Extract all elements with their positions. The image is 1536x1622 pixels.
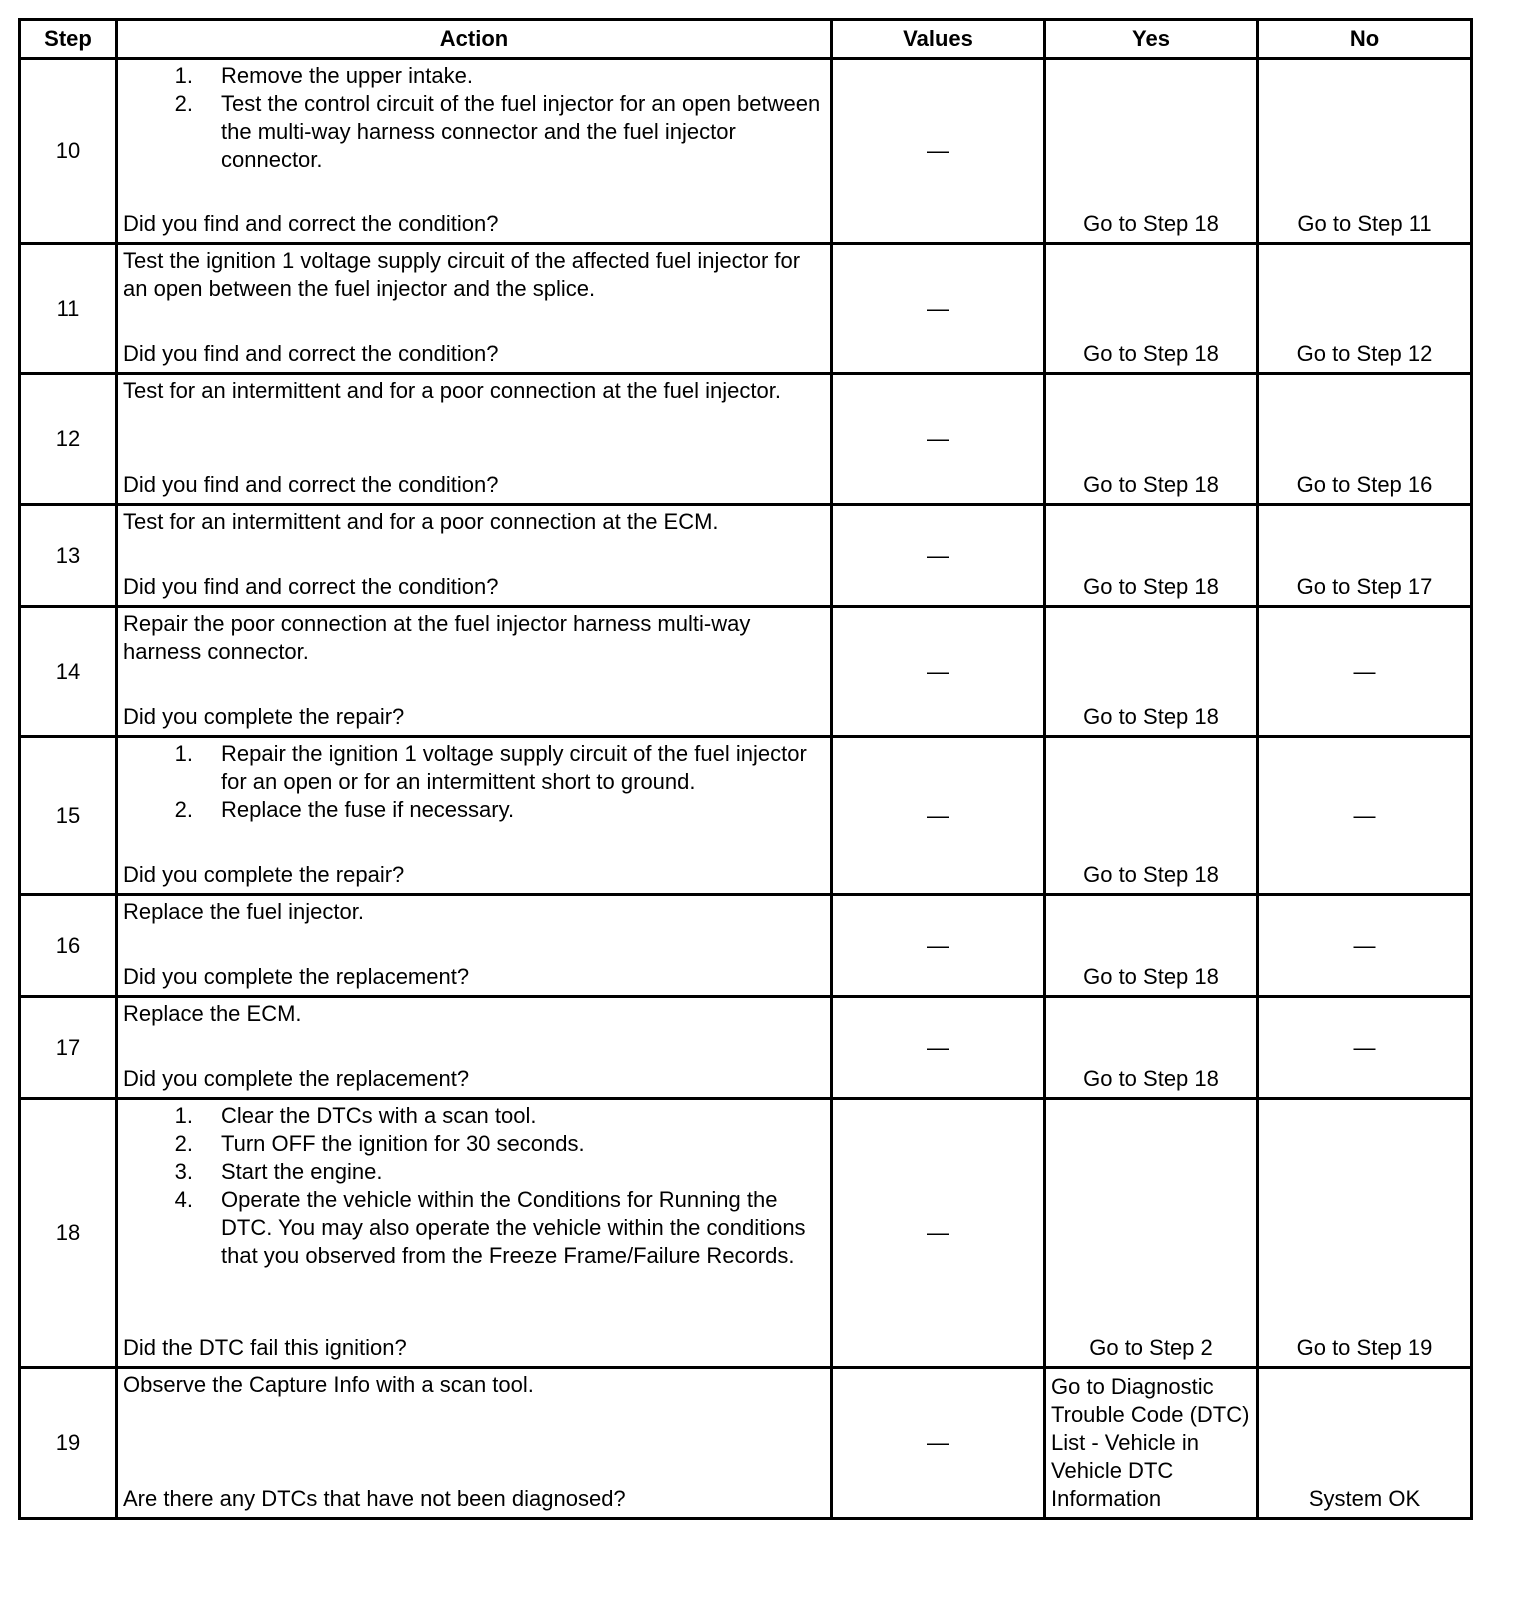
action-text: Replace the ECM.	[123, 1001, 302, 1026]
header-yes: Yes	[1045, 20, 1258, 59]
table-row	[20, 607, 1472, 737]
no-cell: —	[1258, 737, 1472, 895]
action-text: Repair the poor connection at the fuel injector harness multi-way harness connector.	[123, 611, 751, 664]
table-row	[20, 59, 1472, 244]
action-instructions	[123, 1102, 826, 1270]
step-number: 12	[20, 374, 117, 505]
yes-cell: Go to Step 18	[1045, 59, 1258, 244]
list-item	[123, 796, 826, 824]
values-cell: —	[832, 1368, 1045, 1519]
step-number: 14	[20, 607, 117, 737]
list-number: 2.	[174, 91, 193, 116]
action-content	[118, 375, 830, 503]
action-question: Did the DTC fail this ignition?	[123, 1335, 407, 1360]
yes-cell: Go to Diagnostic Trouble Code (DTC) List - Vehicle in Vehicle DTC Information	[1045, 1368, 1258, 1519]
table-row	[20, 997, 1472, 1099]
action-content	[118, 998, 830, 1097]
step-number: 15	[20, 737, 117, 895]
action-question: Did you complete the replacement?	[123, 964, 470, 989]
action-cell	[117, 997, 832, 1099]
table-row	[20, 895, 1472, 997]
action-instructions	[123, 898, 826, 926]
step-number: 10	[20, 59, 117, 244]
list-text: Remove the upper intake.	[221, 63, 473, 88]
list-text: Repair the ignition 1 voltage supply circuit of the fuel injector for an open or for an intermittent short to ground.	[221, 741, 807, 794]
values-cell: —	[832, 59, 1045, 244]
action-instructions	[123, 377, 826, 405]
list-item	[123, 90, 826, 174]
action-instructions	[123, 1371, 826, 1399]
table-row	[20, 737, 1472, 895]
list-number: 1.	[174, 1103, 193, 1128]
list-number: 4.	[174, 1187, 193, 1212]
yes-cell: Go to Step 18	[1045, 374, 1258, 505]
values-cell: —	[832, 895, 1045, 997]
action-question: Are there any DTCs that have not been diagnosed?	[123, 1486, 626, 1511]
action-content	[118, 1100, 830, 1366]
list-number: 3.	[174, 1159, 193, 1184]
action-cell	[117, 737, 832, 895]
header-action: Action	[117, 20, 832, 59]
action-question: Did you find and correct the condition?	[123, 472, 499, 497]
step-number: 16	[20, 895, 117, 997]
header-values: Values	[832, 20, 1045, 59]
no-cell: —	[1258, 895, 1472, 997]
action-cell	[117, 505, 832, 607]
diagnostic-table	[18, 18, 1473, 1520]
yes-cell: Go to Step 18	[1045, 505, 1258, 607]
action-content	[118, 896, 830, 995]
action-question: Did you complete the repair?	[123, 862, 405, 887]
step-number: 17	[20, 997, 117, 1099]
action-question: Did you complete the replacement?	[123, 1066, 470, 1091]
list-text: Start the engine.	[221, 1159, 383, 1184]
list-number: 2.	[174, 1131, 193, 1156]
action-content	[118, 608, 830, 735]
yes-cell: Go to Step 18	[1045, 607, 1258, 737]
no-cell: Go to Step 16	[1258, 374, 1472, 505]
list-text: Test the control circuit of the fuel injector for an open between the multi-way harness connector and the fuel injector connector.	[221, 91, 821, 172]
step-number: 18	[20, 1099, 117, 1368]
no-cell: System OK	[1258, 1368, 1472, 1519]
action-cell	[117, 895, 832, 997]
yes-cell: Go to Step 18	[1045, 244, 1258, 374]
no-cell: —	[1258, 997, 1472, 1099]
step-number: 11	[20, 244, 117, 374]
list-item	[123, 1130, 826, 1158]
list-item	[123, 740, 826, 796]
action-question: Did you find and correct the condition?	[123, 211, 499, 236]
no-cell: Go to Step 12	[1258, 244, 1472, 374]
action-content	[118, 1369, 830, 1517]
header-row	[20, 20, 1472, 59]
action-text: Test the ignition 1 voltage supply circuit of the affected fuel injector for an open between the fuel injector and the splice.	[123, 248, 801, 301]
header-no: No	[1258, 20, 1472, 59]
action-question: Did you find and correct the condition?	[123, 341, 499, 366]
no-cell: —	[1258, 607, 1472, 737]
yes-cell: Go to Step 18	[1045, 997, 1258, 1099]
action-cell	[117, 1368, 832, 1519]
action-instructions	[123, 610, 826, 666]
action-cell	[117, 244, 832, 374]
step-number: 19	[20, 1368, 117, 1519]
table-row	[20, 1368, 1472, 1519]
table-row	[20, 244, 1472, 374]
yes-cell: Go to Step 18	[1045, 737, 1258, 895]
action-instructions	[123, 1000, 826, 1028]
table-row	[20, 374, 1472, 505]
list-number: 2.	[174, 797, 193, 822]
action-content	[118, 60, 830, 242]
action-instructions	[123, 247, 826, 303]
list-item	[123, 62, 826, 90]
list-number: 1.	[174, 741, 193, 766]
action-cell	[117, 1099, 832, 1368]
action-instructions	[123, 62, 826, 174]
no-cell: Go to Step 11	[1258, 59, 1472, 244]
values-cell: —	[832, 607, 1045, 737]
table-row	[20, 505, 1472, 607]
action-content	[118, 738, 830, 893]
action-text: Replace the fuel injector.	[123, 899, 364, 924]
header-step: Step	[20, 20, 117, 59]
action-cell	[117, 607, 832, 737]
no-cell: Go to Step 19	[1258, 1099, 1472, 1368]
action-question: Did you complete the repair?	[123, 704, 405, 729]
values-cell: —	[832, 244, 1045, 374]
values-cell: —	[832, 1099, 1045, 1368]
list-text: Operate the vehicle within the Conditions for Running the DTC. You may also operate the vehicle within the conditions that you observed from the Freeze Frame/Failure Records.	[221, 1187, 806, 1268]
action-text: Test for an intermittent and for a poor connection at the ECM.	[123, 509, 719, 534]
action-text: Observe the Capture Info with a scan tool.	[123, 1372, 534, 1397]
list-number: 1.	[174, 63, 193, 88]
step-number: 13	[20, 505, 117, 607]
action-text: Test for an intermittent and for a poor connection at the fuel injector.	[123, 378, 781, 403]
action-content	[118, 245, 830, 372]
list-text: Replace the fuse if necessary.	[221, 797, 515, 822]
values-cell: —	[832, 997, 1045, 1099]
values-cell: —	[832, 374, 1045, 505]
action-instructions	[123, 508, 826, 536]
list-item	[123, 1186, 826, 1270]
list-item	[123, 1102, 826, 1130]
values-cell: —	[832, 737, 1045, 895]
list-item	[123, 1158, 826, 1186]
list-text: Clear the DTCs with a scan tool.	[221, 1103, 537, 1128]
no-cell: Go to Step 17	[1258, 505, 1472, 607]
action-cell	[117, 374, 832, 505]
action-content	[118, 506, 830, 605]
action-cell	[117, 59, 832, 244]
yes-cell: Go to Step 2	[1045, 1099, 1258, 1368]
table-row	[20, 1099, 1472, 1368]
action-instructions	[123, 740, 826, 824]
values-cell: —	[832, 505, 1045, 607]
yes-cell: Go to Step 18	[1045, 895, 1258, 997]
action-question: Did you find and correct the condition?	[123, 574, 499, 599]
list-text: Turn OFF the ignition for 30 seconds.	[221, 1131, 585, 1156]
